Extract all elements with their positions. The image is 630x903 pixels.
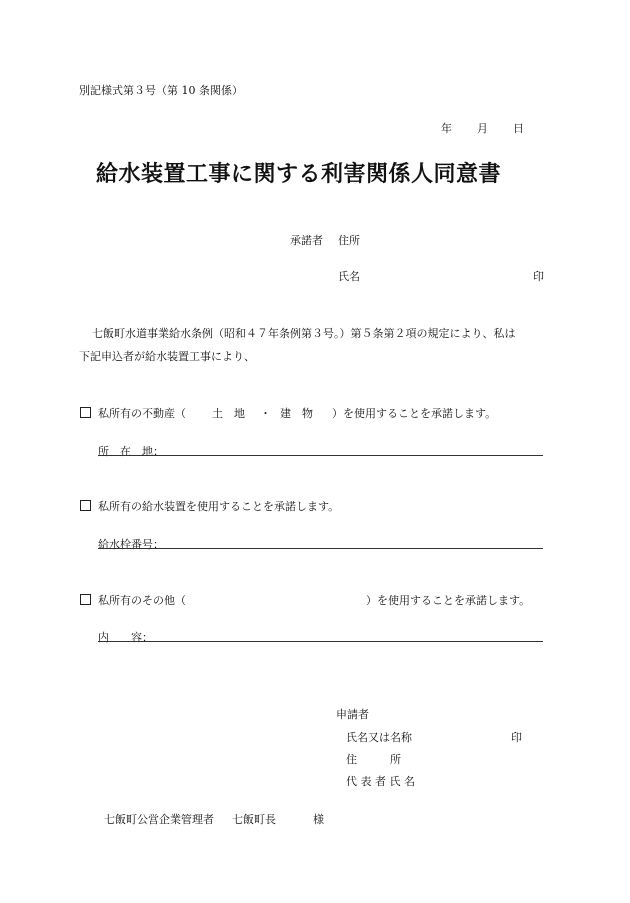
option-building[interactable]: 建 物 bbox=[280, 407, 313, 420]
form-reference: 別記様式第３号（第 10 条関係） bbox=[79, 84, 243, 97]
applicant-rep-label: 代 表 者 氏 名 bbox=[346, 775, 415, 788]
addressee-honorific: 様 bbox=[313, 813, 324, 826]
intro-line-1: 七飯町水道事業給水条例（昭和４７年条例第３号。）第５条第２項の規定により、私は bbox=[92, 327, 516, 340]
real-estate-prefix: 私所有の不動産（ bbox=[98, 407, 186, 420]
date-day: 日 bbox=[513, 122, 524, 135]
water-device-checkbox[interactable] bbox=[80, 500, 91, 511]
applicant-name-label: 氏名又は名称 bbox=[346, 731, 412, 744]
consenter-label: 承諾者 bbox=[290, 234, 323, 247]
date-year: 年 bbox=[441, 122, 452, 135]
location-label: 所 在 地： bbox=[98, 445, 164, 458]
addressee-org: 七飯町公営企業管理者 bbox=[104, 813, 214, 826]
consenter-name-label: 氏名 bbox=[338, 270, 360, 283]
applicant-heading: 申請者 bbox=[336, 708, 369, 721]
other-prefix: 私所有のその他（ bbox=[98, 594, 186, 607]
real-estate-checkbox[interactable] bbox=[80, 407, 91, 418]
content-label: 内 容： bbox=[98, 631, 153, 644]
location-field-underline[interactable] bbox=[98, 455, 543, 456]
date-month: 月 bbox=[477, 122, 488, 135]
other-suffix: ）を使用することを承諾します。 bbox=[366, 594, 531, 607]
water-device-statement: 私所有の給水装置を使用することを承諾します。 bbox=[98, 500, 340, 513]
real-estate-suffix: ）を使用することを承諾します。 bbox=[332, 407, 497, 420]
content-field-underline[interactable] bbox=[98, 641, 543, 642]
faucet-number-label: 給水栓番号： bbox=[98, 538, 164, 551]
option-land[interactable]: 土 地 bbox=[212, 407, 245, 420]
document-title: 給水装置工事に関する利害関係人同意書 bbox=[96, 162, 502, 187]
addressee-mayor: 七飯町長 bbox=[232, 813, 276, 826]
intro-line-2: 下記申込者が給水装置工事により、 bbox=[79, 350, 255, 363]
applicant-address-label: 住 所 bbox=[346, 753, 401, 766]
applicant-seal: 印 bbox=[511, 731, 522, 744]
option-separator: ・ bbox=[260, 407, 271, 420]
faucet-number-underline[interactable] bbox=[98, 548, 543, 549]
consenter-address-label: 住所 bbox=[338, 234, 360, 247]
other-checkbox[interactable] bbox=[80, 594, 91, 605]
consenter-seal: 印 bbox=[533, 270, 544, 283]
